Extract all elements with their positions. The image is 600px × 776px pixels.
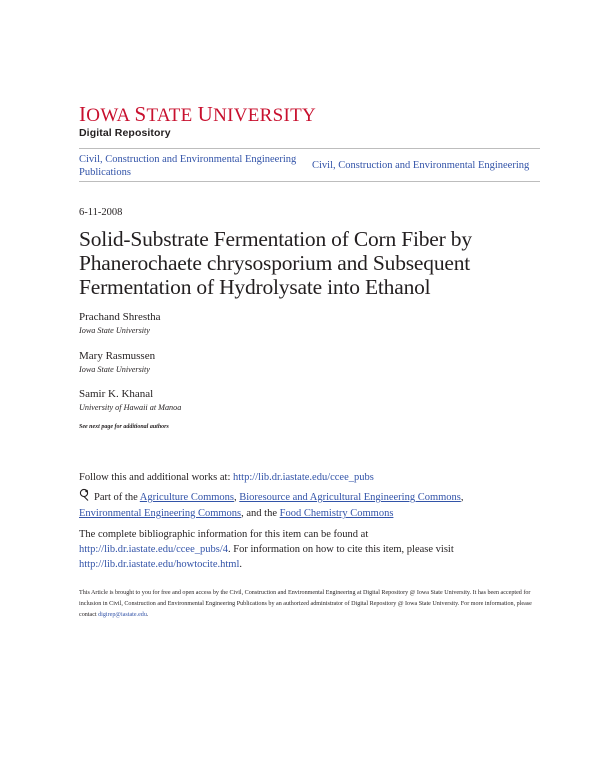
citation-paragraph [79, 527, 509, 572]
citation-suffix: . [239, 559, 243, 570]
collection-bar [79, 148, 540, 182]
follow-prefix: Follow this and additional works at: [79, 472, 233, 483]
author-name: Mary Rasmussen [79, 350, 156, 362]
citation-middle: . For information on how to cite this item, please visit [228, 544, 454, 555]
article-title: Solid-Substrate Fermentation of Corn Fiber by Phanerochaete chrysosporium and Subsequent Fermentation of Hydrolysate into Ethanol [79, 227, 472, 299]
see-next-note: See next page for additional authors [79, 424, 169, 430]
separator-text: , and the [241, 508, 280, 519]
author-block [79, 350, 155, 375]
bioresource-commons-link[interactable]: Bioresource and Agricultural Engineering Commons [239, 492, 461, 503]
collection-url-link[interactable]: http://lib.dr.iastate.edu/ccee_pubs [233, 472, 374, 483]
author-affiliation: Iowa State University [79, 365, 150, 374]
university-logo[interactable] [79, 104, 316, 139]
author-block [79, 311, 161, 336]
author-block [79, 388, 181, 413]
citation-prefix: The complete bibliographic information for this item can be found at [79, 529, 369, 540]
howtocite-link[interactable]: http://lib.dr.iastate.edu/howtocite.html [79, 559, 240, 570]
food-chemistry-commons-link[interactable]: Food Chemistry Commons [279, 508, 394, 519]
author-name: Prachand Shrestha [79, 311, 161, 323]
creative-commons-icon [79, 488, 92, 506]
repository-subtitle: Digital Repository [79, 127, 171, 139]
commons-prefix: Part of the [94, 492, 140, 503]
university-name: IOWA STATE UNIVERSITY [79, 102, 317, 126]
author-affiliation: University of Hawaii at Manoa [79, 403, 182, 412]
item-url-link[interactable]: http://lib.dr.iastate.edu/ccee_pubs/4 [79, 544, 229, 555]
footer-note [79, 588, 541, 620]
agriculture-commons-link[interactable]: Agriculture Commons [139, 492, 234, 503]
contact-email-link[interactable]: digirep@iastate.edu [98, 611, 147, 618]
author-name: Samir K. Khanal [79, 388, 154, 400]
footer-suffix: . [146, 611, 149, 618]
author-affiliation: Iowa State University [79, 326, 150, 335]
publication-date: 6-11-2008 [79, 207, 123, 218]
collection-publications-link[interactable]: Civil, Construction and Environmental Engineering Publications [79, 154, 297, 178]
separator-text: , [234, 492, 240, 503]
follow-line [79, 470, 519, 485]
separator-text: , [460, 492, 464, 503]
environmental-commons-link[interactable]: Environmental Engineering Commons [79, 508, 242, 519]
commons-line [79, 488, 529, 521]
footer-text: This Article is brought to you for free and open access by the Civil, Construction and Environmental Engineering at Digital Repository @ Iowa State University. It has been accepted for inclusion in Civil, Construction and Environmental Engineering Publications by an authorized administrator of Digital Repository @ Iowa State University. For more information, please contact [79, 590, 532, 618]
collection-department-link[interactable]: Civil, Construction and Environmental Engineering [312, 160, 530, 171]
